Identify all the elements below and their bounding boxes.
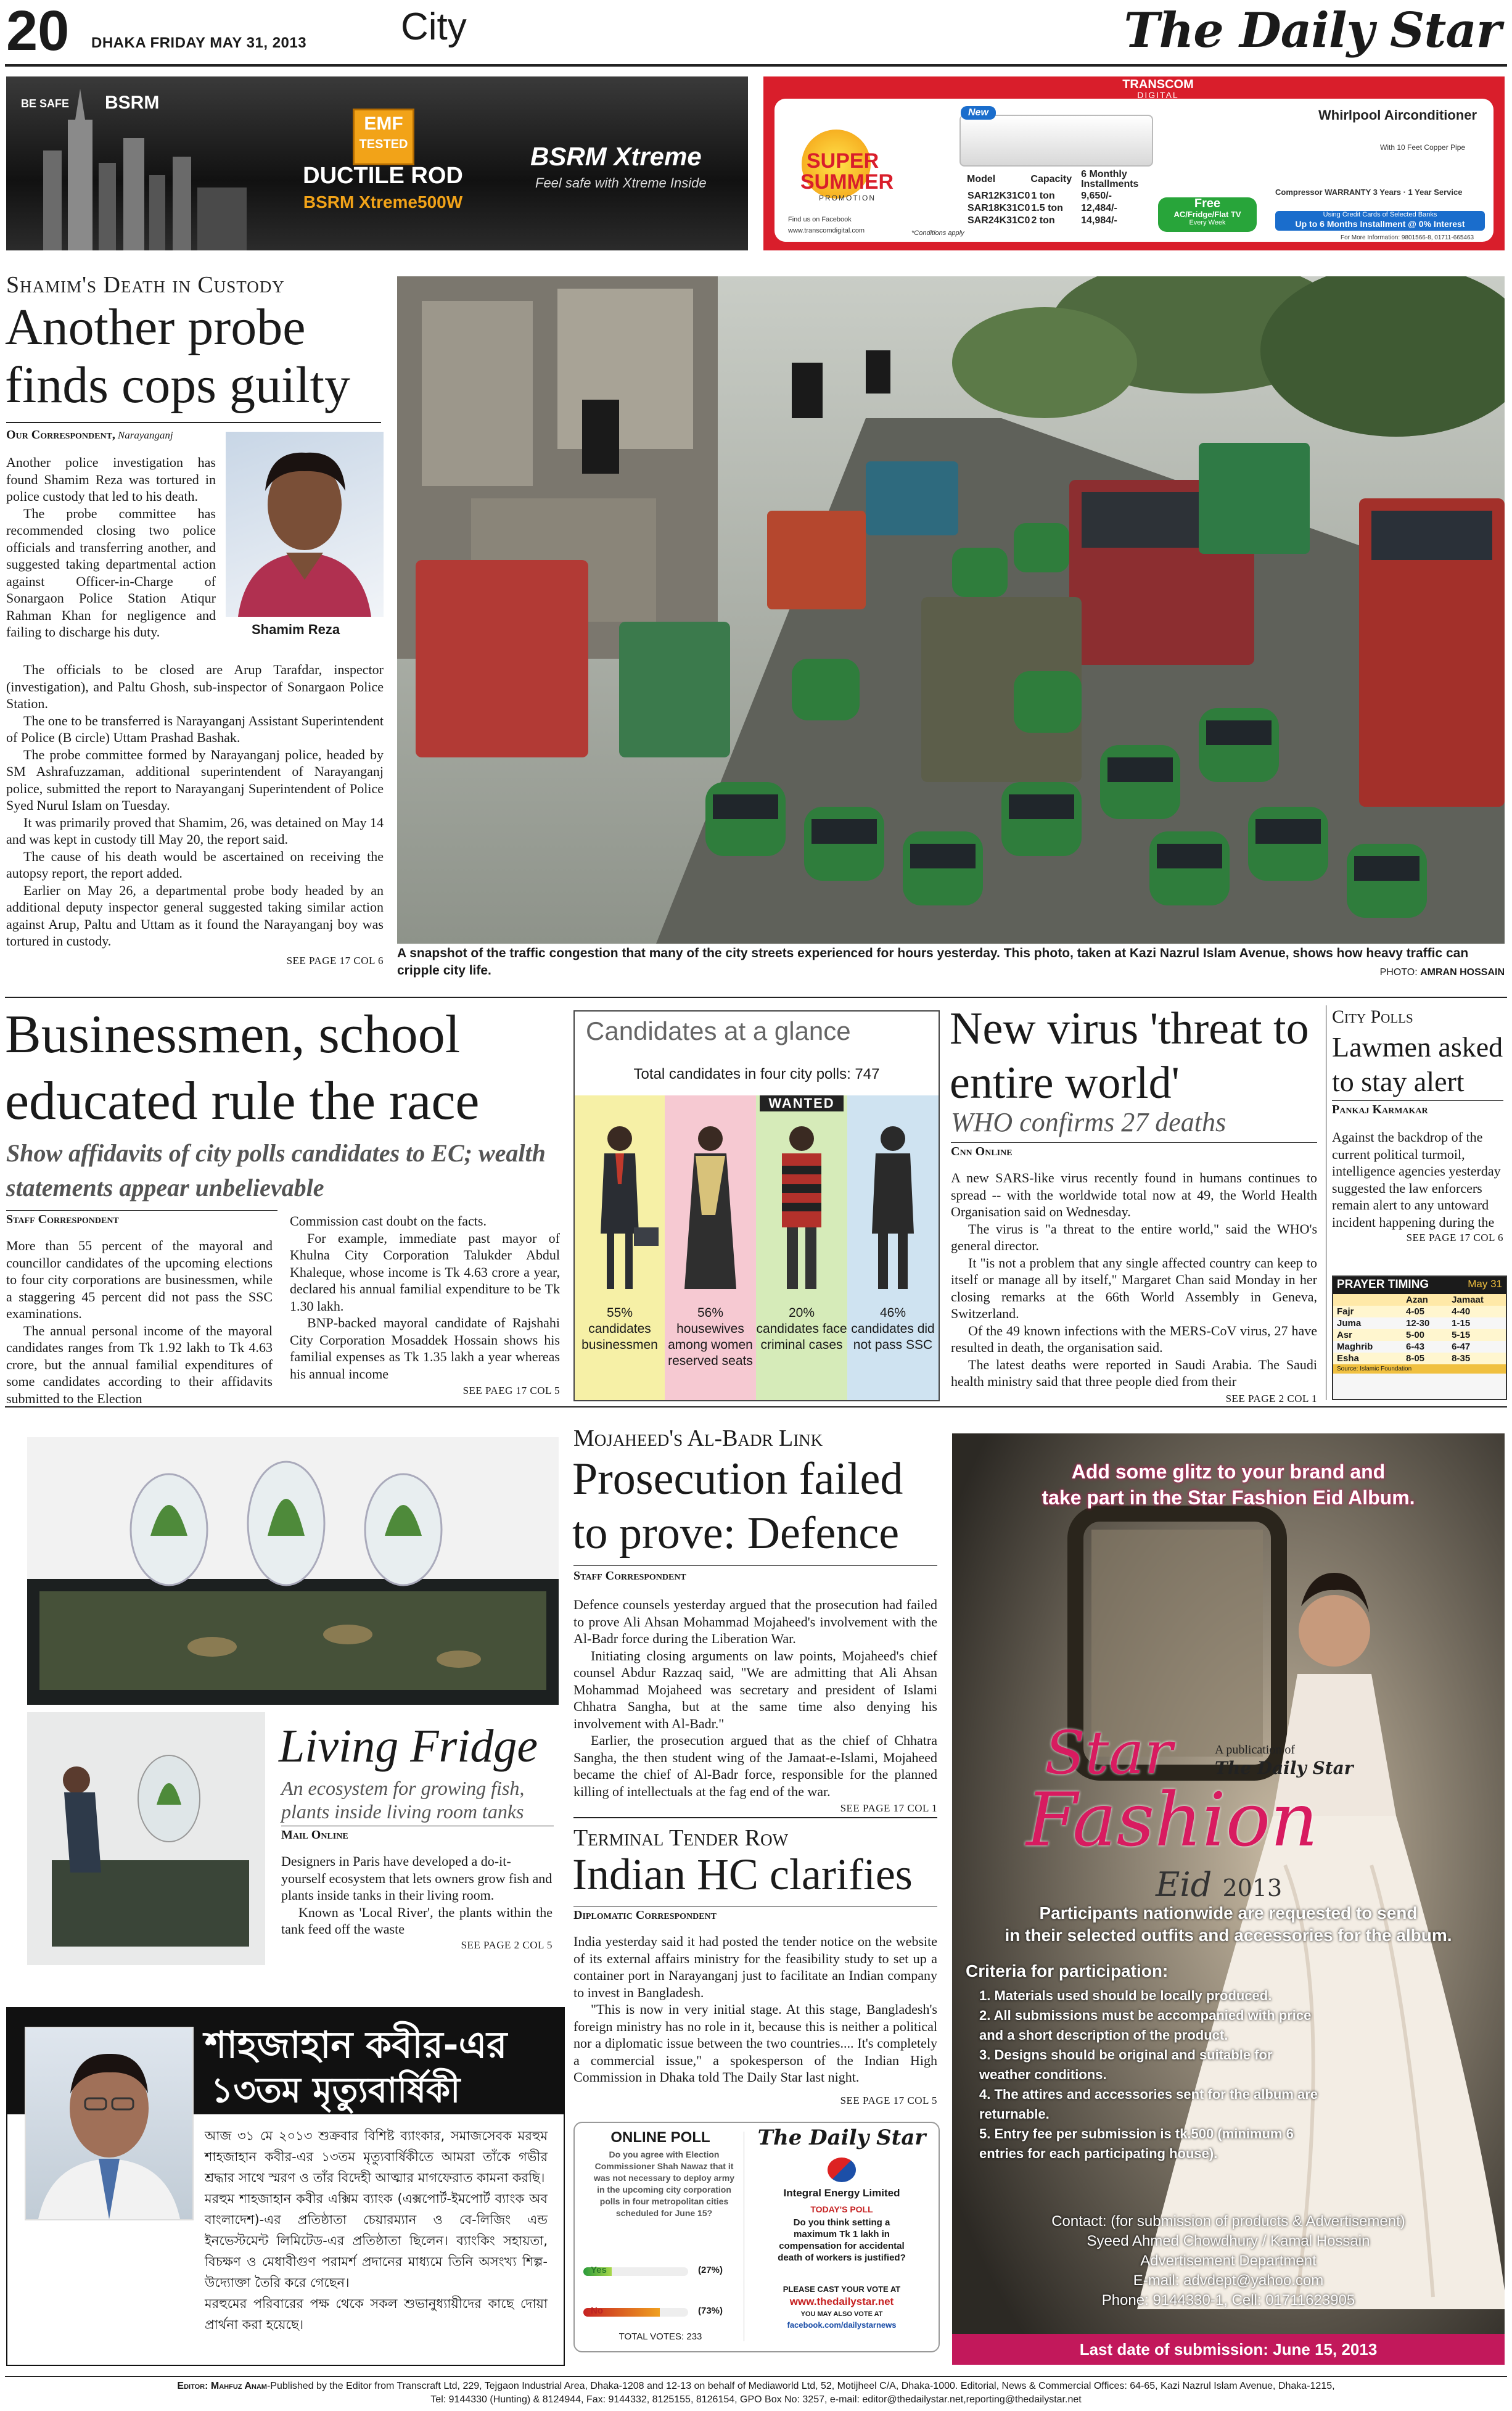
prayer-cell: Maghrib	[1337, 1342, 1373, 1352]
price-cell: 9,650/-	[1081, 191, 1112, 201]
candidates-graphic	[573, 1010, 940, 1401]
criteria-item: 4. The attires and accessories sent for the album are returnable.	[979, 2087, 1318, 2122]
poll-no-label: No	[591, 2306, 603, 2316]
tender-para2: "This is now in very initial stage. At this stage, Bangladesh's foreign ministry has no role in it, because this is neither a political nor a diplomatic issue between the two countries.... It's completely a commercial issue," a spokesperson of the Indian High Commission in Dhaka told The Daily Star last night.	[573, 2001, 937, 2085]
fridge-tank-graphic	[27, 1437, 559, 1705]
poll-total: TOTAL VOTES: 233	[618, 2331, 702, 2342]
prayer-cell: 8-35	[1452, 1353, 1471, 1364]
mojaheed-para2: Initiating closing arguments on law points, Mojaheed's chief counsel Abdur Razzaq said, "We are admitting that Ali Ahsan Mohammad Mojaheed was secretary and president of Islami Chhatra Sangha, but at the same time also denying his involvement with Al-Badr."	[573, 1647, 937, 1731]
prayer-cell: 5-15	[1452, 1330, 1471, 1340]
business-para2: The annual personal income of the mayoral candidates ranges from Tk 1.92 lakh to Tk 4.63 crore, but the annual familial expenditures of some candidates according to their affidavits submitted to the Election	[6, 1322, 273, 1406]
candidates-title: Candidates at a glance	[586, 1016, 851, 1045]
mojaheed-body	[573, 1596, 937, 1815]
stat-label: candidates face criminal cases	[756, 1322, 847, 1352]
fridge-headline[interactable]: Living Fridge	[279, 1720, 538, 1772]
lawmen-para1: Against the backdrop of the current political turmoil, intelligence agencies yesterday suggested the law enforcers remain alert to any untoward incident happening during the	[1332, 1129, 1501, 1230]
fashion-headline1: Add some glitz to your brand and	[1071, 1461, 1386, 1483]
obituary-title2: ১৩তম মৃত্যুবার্ষিকী	[211, 2071, 461, 2111]
criminal-figure	[782, 1126, 821, 1289]
prayer-header	[1333, 1277, 1506, 1294]
contact-phone: Phone: 9144330-1, Cell: 01711623905	[1101, 2292, 1355, 2309]
price-header-capacity: Capacity	[1030, 174, 1072, 184]
mojaheed-bottom-rule	[573, 1817, 937, 1818]
stat-criminal	[756, 1305, 847, 1353]
shamim-para3: The officials to be closed are Arup Tarafdar, inspector (investigation), and Paltu Ghosh, sub-inspector of Sonargaon Police Station.	[6, 662, 384, 711]
lawmen-see-page[interactable]: SEE PAGE 17 COL 6	[1406, 1232, 1503, 1243]
copper-pipe-text: With 10 Feet Copper Pipe	[1380, 143, 1466, 152]
business-para5: BNP-backed mayoral candidate of Rajshahi City Corporation Mosaddek Hossain shows his familial expenses as Tk 1.35 lakh a year whereas his annual income	[290, 1315, 560, 1382]
bsrm-badge-line1: EMF	[364, 113, 403, 134]
prayer-cell: 1-15	[1452, 1318, 1471, 1329]
free-text: AC/Fridge/Flat TV	[1173, 210, 1241, 219]
promo-title1: SUPER	[807, 149, 879, 173]
price-cell: 2 ton	[1031, 215, 1055, 226]
contact-line: Contact: (for submission of products & Advertisement)	[1051, 2213, 1405, 2230]
poll-yes-value: (27%)	[698, 2265, 723, 2275]
shamim-para6: It was primarily proved that Shamim, 26, was detained on May 14 and was kept in custody till May 20, the report said.	[6, 814, 384, 847]
bsrm-product-line1: DUCTILE ROD	[303, 163, 463, 189]
stat-ssc	[847, 1305, 939, 1353]
housewife-figure	[684, 1126, 736, 1289]
obituary-para2: মরহুম শাহজাহান কবীর এক্সিম ব্যাংক (এক্সপোর্ট-ইমপোর্ট ব্যাংক অব বাংলাদেশ)-এর প্রতিষ্ঠাতা চেয়ারম্যান ও বে-লিজিং এন্ড ইনভেস্টমেন্ট লিমিটেড-এর প্রতিষ্ঠাতা ছিলেন। ব্যাংকিং সহায়তা, বিচক্ষণ ও মেধাবীগুণ পরামর্শ প্রদানের মাধ্যমে তিনি অসংখ্য শিল্প-উদ্যোক্তা তৈরি করে গেছেন।	[205, 2191, 548, 2290]
prayer-cell: 5-00	[1406, 1330, 1425, 1340]
shamim-byline	[6, 428, 173, 442]
fridge-para2: Known as 'Local River', the plants within the tank feed off the waste	[281, 1904, 553, 1937]
poll-facebook-link[interactable]: facebook.com/dailystarnews	[787, 2320, 897, 2330]
prayer-row	[1333, 1353, 1506, 1364]
virus-para1: A new SARS-like virus recently found in humans continues to spread -- with the worldwide total now at 49, the World Health Organisation said on Wednesday.	[951, 1170, 1317, 1219]
imprint-line1	[0, 2381, 1512, 2392]
virus-para4: Of the 49 known infections with the MERS-CoV virus, 27 have resulted in death, the organisation said.	[951, 1322, 1317, 1355]
prayer-cell: 4-40	[1452, 1306, 1471, 1317]
shamim-see-page[interactable]: SEE PAGE 17 COL 6	[286, 954, 384, 966]
price-cell: SAR24K31C0	[968, 215, 1030, 226]
obituary-photo	[25, 2027, 194, 2220]
transcom-brand-sub: DIGITAL	[1137, 90, 1179, 100]
fashion-eid: Eid	[1156, 1865, 1212, 1904]
business-col1	[6, 1237, 273, 1407]
business-para3: Commission cast doubt on the facts.	[290, 1213, 487, 1229]
price-cell: 12,484/-	[1081, 203, 1117, 213]
middle-section-rule	[5, 1406, 1507, 1407]
contact-line: Advertisement Department	[1140, 2252, 1317, 2269]
fashion-deadline: Last date of submission: June 15, 2013	[1079, 2340, 1378, 2359]
price-cell: 1 ton	[1031, 191, 1055, 201]
prayer-row	[1333, 1317, 1506, 1329]
poll-facebook-label: YOU MAY ALSO VOTE AT	[800, 2310, 883, 2318]
ad-bsrm[interactable]	[6, 76, 748, 250]
shamim-headline[interactable]: Another probe finds cops guilty	[5, 299, 350, 414]
poll-today: TODAY'S POLL	[810, 2204, 873, 2214]
imprint-editor-label: Editor:	[177, 2381, 208, 2391]
price-cell: 14,984/-	[1081, 215, 1117, 226]
obituary-text	[205, 2125, 548, 2335]
lawmen-body	[1332, 1129, 1503, 1244]
virus-rule	[951, 1142, 1317, 1143]
shamim-para4: The one to be transferred is Narayanganj Assistant Superintendent of Police (B circle) Uttam Prashad Bashak.	[6, 712, 384, 745]
prayer-row	[1333, 1306, 1506, 1317]
shamim-kicker: Shamim's Death in Custody	[6, 272, 285, 298]
obituary-portrait-figure	[26, 2028, 192, 2219]
installment-banner	[1275, 211, 1485, 231]
energy-logo-icon	[828, 2158, 856, 2182]
installment-text: Up to 6 Months Installment @ 0% Interest	[1295, 219, 1465, 229]
criteria-item: 2. All submissions must be accompanied with price and a short description of the product.	[979, 2008, 1312, 2043]
stat-housewives	[665, 1305, 756, 1369]
dateline: DHAKA FRIDAY MAY 31, 2013	[91, 35, 307, 51]
mojaheed-byline: Staff Correspondent	[573, 1569, 686, 1583]
prayer-row	[1333, 1329, 1506, 1341]
shamim-body-top	[6, 454, 216, 641]
fashion-invite2: in their selected outfits and accessories for the album.	[1005, 1926, 1452, 1945]
business-subhead: Show affidavits of city polls candidates to EC; wealth statements appear unbelievable	[6, 1139, 546, 1201]
poll-site-link[interactable]: www.thedailystar.net	[789, 2296, 894, 2307]
prayer-source: Source: Islamic Foundation	[1333, 1364, 1506, 1374]
fridge-photo-main	[27, 1437, 559, 1705]
info-line: For More Information: 9801566-8, 01711-665463	[1341, 234, 1474, 241]
business-rule	[6, 1210, 277, 1211]
shamim-para7: The cause of his death would be ascertained on receiving the autopsy report, the report added.	[6, 848, 384, 881]
prayer-timing-box	[1332, 1276, 1507, 1400]
fashion-criteria-list	[979, 1986, 1325, 2164]
page-number: 20	[6, 0, 70, 62]
tender-headline[interactable]: Indian HC clarifies	[572, 1850, 913, 1899]
fridge-person-graphic	[27, 1712, 265, 1965]
lawmen-byline: Pankaj Karmakar	[1332, 1103, 1428, 1116]
shamim-para8: Earlier on May 26, a departmental probe body headed by an additional deputy inspector general suggested taking similar action against Arup, Paltu and Uttam as it found the Narayanganj boy was tortured in custody.	[6, 882, 384, 949]
contact-email[interactable]: E-mail: advdept@yahoo.com	[1133, 2272, 1324, 2289]
poll-yes-label: Yes	[591, 2265, 607, 2275]
virus-para5: The latest deaths were reported in Saudi Arabia. The Saudi health ministry said that three people died from their	[951, 1356, 1317, 1389]
wanted-label: WANTED	[760, 1095, 844, 1111]
business-byline: Staff Correspondent	[6, 1213, 119, 1226]
fridge-photo-small	[27, 1712, 265, 1965]
mojaheed-para1: Defence counsels yesterday argued that the prosecution had failed to prove Ali Ahsan Mohammad Mojaheed's involvement with the Al-Badr force during the Liberation War.	[573, 1597, 937, 1646]
businessman-figure	[601, 1126, 659, 1289]
price-row	[967, 190, 1149, 202]
prayer-title: PRAYER TIMING	[1337, 1278, 1429, 1291]
mojaheed-kicker: Mojaheed's Al-Badr Link	[573, 1425, 823, 1451]
virus-subhead: WHO confirms 27 deaths	[951, 1107, 1226, 1137]
prayer-cell: Asr	[1337, 1330, 1353, 1340]
prayer-date: May 31	[1468, 1278, 1502, 1290]
virus-byline: Cnn Online	[951, 1145, 1013, 1158]
new-badge: New	[961, 106, 996, 120]
poll-title: ONLINE POLL	[610, 2129, 710, 2146]
criteria-item: 5. Entry fee per submission is tk.500 (minimum 6 entries for each participating house).	[979, 2126, 1294, 2161]
fashion-headline2: take part in the Star Fashion Eid Album.	[1042, 1486, 1415, 1509]
imprint-line2: Tel: 9144330 (Hunting) & 8124944, Fax: 9144332, 8125155, 8126154, GPO Box No: 3257, e-mail: editor@thedailystar.net,reporting@thedailystar.net	[430, 2394, 1082, 2405]
masthead	[0, 0, 1512, 68]
price-row	[967, 202, 1149, 215]
traffic-caption: A snapshot of the traffic congestion that many of the city streets experienced for hours yesterday. This photo, taken at Kazi Nazrul Islam Avenue, shows how heavy traffic can cripple city life.	[397, 946, 1469, 978]
credit-name: AMRAN HOSSAIN	[1420, 967, 1505, 978]
traffic-photo	[397, 276, 1505, 944]
stat-value: 20%	[788, 1306, 815, 1320]
cards-text: Using Credit Cards of Selected Banks	[1323, 211, 1437, 218]
prayer-cell: 8-05	[1406, 1353, 1425, 1364]
price-cell: SAR12K31C0	[968, 191, 1030, 201]
criteria-item: 1. Materials used should be locally produced.	[979, 1988, 1272, 2003]
imprint-text: -Published by the Editor from Transcraft Ltd, 229, Tejgaon Industrial Area, Dhaka-1208 and 12-13 on behalf of Mediaworld Ltd, 52, Motijheel C/A, Dhaka-1000. Editorial, News & Commercial Offices: 64-65, Kazi Nazrul Islam Avenue, Dhaka-1215,	[266, 2381, 1335, 2391]
credit-label: PHOTO:	[1379, 967, 1418, 978]
stat-label: candidates businessmen	[581, 1322, 658, 1352]
shamim-para1: Another police investigation has found Shamim Reza was tortured in police custody that led to his death.	[6, 455, 216, 504]
free-gift-badge	[1158, 197, 1257, 232]
prayer-cell: Fajr	[1337, 1306, 1354, 1317]
shamim-body-bottom	[6, 661, 384, 967]
price-header-installment: 6 Monthly Installments	[1081, 169, 1139, 189]
price-table	[967, 169, 1149, 227]
mojaheed-see-page[interactable]: SEE PAGE 17 COL 1	[840, 1802, 937, 1814]
bsrm-product-line2: BSRM Xtreme500W	[303, 192, 463, 212]
warranty-text: Compressor WARRANTY 3 Years · 1 Year Service	[1275, 188, 1463, 197]
lawmen-kicker: City Polls	[1332, 1007, 1413, 1027]
poll-question: Do you agree with Election Commissioner Shah Nawaz that it was not necessary to deploy army in the upcoming city corporation polls in four metropolitan cities scheduled for June 15?	[594, 2149, 734, 2218]
masthead-rule	[5, 64, 1507, 67]
business-col2	[290, 1213, 560, 1397]
criteria-item: 3. Designs should be original and suitable for weather conditions.	[979, 2047, 1273, 2082]
obituary-para3: মরহুমের পরিবারের পক্ষ থেকে সকল শুভানুধ্যায়ীদের কাছে দোয়া প্রার্থনা করা হয়েছে।	[205, 2296, 548, 2332]
traffic-scene-graphic	[397, 276, 1505, 944]
bsrm-xtreme-logo: BSRM Xtreme	[530, 142, 702, 171]
poll-yes-row	[583, 2265, 738, 2282]
business-see-page[interactable]: SEE PAEG 17 COL 5	[462, 1385, 560, 1396]
shamim-headline-rule	[6, 422, 381, 423]
free-sub: Every Week	[1189, 219, 1226, 226]
shamim-portrait	[226, 432, 384, 617]
fridge-body	[281, 1853, 553, 1951]
fashion-publication: A publication of	[1215, 1743, 1295, 1757]
lawmen-headline[interactable]: Lawmen asked to stay alert	[1332, 1031, 1503, 1097]
poll-today-question: Do you think setting a maximum Tk 1 lakh in compensation for accidental death of workers is justified?	[778, 2217, 906, 2263]
stat-value: 56%	[697, 1306, 724, 1320]
virus-body	[951, 1169, 1317, 1405]
prayer-cell: 4-05	[1406, 1306, 1425, 1317]
lawmen-rule	[1332, 1100, 1503, 1101]
fashion-invite1: Participants nationwide are requested to send	[1039, 1903, 1418, 1923]
virus-headline[interactable]: New virus 'threat to entire world'	[950, 1004, 1309, 1108]
fridge-para1: Designers in Paris have developed a do-it-yourself ecosystem that lets owners grow fish and plants inside tanks in their living room.	[281, 1853, 553, 1903]
fashion-criteria-title: Criteria for participation:	[966, 1961, 1169, 1980]
business-para1: More than 55 percent of the mayoral and councillor candidates of the upcoming elections to four city corporations are businessmen, while a staggering 45 percent did not pass the SSC examinations.	[6, 1238, 273, 1321]
fridge-see-page[interactable]: SEE PAGE 2 COL 5	[461, 1939, 553, 1951]
poll-logo: The Daily Star	[757, 2125, 926, 2150]
fashion-deadline-bar	[952, 2334, 1505, 2365]
business-headline[interactable]: Businessmen, school educated rule the race	[5, 1005, 480, 1131]
whirlpool-brand: Whirlpool Airconditioner	[1318, 107, 1477, 123]
air-conditioner-image	[959, 115, 1153, 167]
bsrm-tagline: Feel safe with Xtreme Inside	[535, 175, 707, 191]
virus-para2: The virus is "a threat to the entire world," said the WHO's general director.	[951, 1221, 1317, 1253]
stat-businessmen	[575, 1305, 665, 1353]
poll-no-value: (73%)	[698, 2306, 723, 2316]
byline-text: Our Correspondent,	[6, 428, 115, 442]
online-poll-box	[573, 2122, 940, 2352]
fashion-logo-fashion: Fashion	[1026, 1778, 1318, 1863]
tender-kicker: Terminal Tender Row	[573, 1825, 789, 1851]
transcom-website[interactable]: www.transcomdigital.com	[788, 227, 865, 234]
stat-label: housewives among women reserved seats	[668, 1322, 753, 1368]
facebook-text: Find us on Facebook	[788, 216, 852, 223]
prayer-col-head: Azan	[1406, 1295, 1428, 1305]
portrait-figure	[226, 432, 384, 617]
footer-rule	[5, 2376, 1507, 2377]
fashion-publication-logo: The Daily Star	[1215, 1758, 1354, 1778]
obituary-box	[6, 2007, 565, 2366]
obituary-title1: শাহজাহান কবীর-এর	[205, 2024, 507, 2067]
poll-cast: PLEASE CAST YOUR VOTE AT	[783, 2285, 901, 2294]
fashion-contact	[952, 2212, 1505, 2310]
bsrm-badge-line2: TESTED	[359, 138, 408, 151]
shamim-para2: The probe committee has recommended closing two police officials and transferring another, and suggested taking departmental action against Officer-in-Charge of Sonargaon Police Station Atiqur Rahman Khan for negligence and failing to discharge his duty.	[6, 505, 216, 640]
price-header-model: Model	[967, 174, 996, 184]
prayer-cell: 6-47	[1452, 1342, 1471, 1352]
tender-para1: India yesterday said it had posted the tender notice on the website of its external affairs ministry for the feasibility study to set up a container port in Narayanganj just to facilitate an Indian company to invest in Bangladesh.	[573, 1934, 937, 2000]
conditions-text: *Conditions apply	[911, 229, 964, 237]
ad-transcom[interactable]	[763, 76, 1505, 250]
virus-see-page[interactable]: SEE PAGE 2 COL 1	[1225, 1392, 1317, 1404]
tender-see-page[interactable]: SEE PAGE 17 COL 5	[840, 2094, 937, 2106]
fashion-year: 2013	[1222, 1874, 1283, 1902]
imprint-editor-name: Mahfuz Anam	[210, 2381, 267, 2391]
candidate-figures	[575, 1116, 939, 1301]
stat-value: 55%	[606, 1306, 633, 1320]
ad-star-fashion[interactable]	[952, 1433, 1505, 2365]
bsrm-brand-logo: BSRM	[105, 93, 160, 113]
fridge-subhead: An ecosystem for growing fish, plants inside living room tanks	[281, 1777, 525, 1823]
traffic-credit	[1380, 967, 1505, 978]
newspaper-logo: The Daily Star	[1124, 2, 1501, 59]
poll-sponsor: Integral Energy Limited	[783, 2187, 900, 2199]
fashion-logo-eid	[1156, 1865, 1282, 1904]
stat-label: candidates did not pass SSC	[851, 1322, 935, 1352]
promo-title2: SUMMER	[800, 170, 894, 194]
bsrm-be-safe: BE SAFE	[21, 97, 70, 110]
prayer-col-head	[1333, 1294, 1402, 1306]
prayer-table	[1333, 1294, 1506, 1364]
prayer-row	[1333, 1341, 1506, 1353]
price-cell: 1.5 ton	[1031, 203, 1063, 213]
tender-body	[573, 1933, 937, 2107]
promo-sub: PROMOTION	[819, 194, 876, 202]
business-para4: For example, immediate past mayor of Khulna City Corporation Talukder Abdul Khaleque, whose income is Tk 4.63 crore a year, declared his annual familial expenditure to be Tk 1.30 lakh.	[290, 1230, 560, 1314]
ssc-figure	[872, 1126, 914, 1289]
virus-para3: It "is not a problem that any single affected country can keep to itself or manage all by itself," Margaret Chan said Monday in her closing remarks at the 66th World Assembly in Geneva, Switzerland.	[951, 1255, 1317, 1321]
shamim-para5: The probe committee formed by Narayanganj police, headed by SM Ashrafuzzaman, additional superintendent of Narayanganj police, submitted the report to Narayanganj Superintendent of Police Syed Nurul Islam on Tuesday.	[6, 746, 384, 813]
candidates-total: Total candidates in four city polls: 747	[633, 1066, 880, 1082]
transcom-brand: TRANSCOM	[1122, 78, 1194, 91]
prayer-cell: Esha	[1337, 1353, 1359, 1364]
tender-byline: Diplomatic Correspondent	[573, 1908, 717, 1922]
obituary-para1: আজ ৩১ মে ২০১৩ শুক্রবার বিশিষ্ট ব্যাংকার, সমাজসেবক মরহুম শাহজাহান কবীর-এর ১৩তম মৃত্যুবার্ষিকীতে আমরা তাঁকে গভীর শ্রদ্ধার সাথে স্মরণ ও তাঁর বিদেহী আত্মার মাগফেরাত কামনা করছি।	[205, 2129, 548, 2185]
poll-no-row	[583, 2306, 738, 2323]
price-row	[967, 215, 1149, 227]
stat-value: 46%	[879, 1306, 906, 1320]
prayer-cell: 6-43	[1406, 1342, 1425, 1352]
fridge-byline: Mail Online	[281, 1828, 348, 1842]
byline-place: Narayanganj	[117, 429, 173, 441]
prayer-col-head: Jamaat	[1452, 1295, 1484, 1305]
shamim-photo-caption: Shamim Reza	[252, 622, 340, 637]
upper-section-rule	[5, 997, 1507, 998]
contact-line: Syeed Ahmed Chowdhury / Kamal Hossain	[1087, 2233, 1370, 2249]
mojaheed-headline[interactable]: Prosecution failed to prove: Defence	[572, 1454, 903, 1559]
mojaheed-para3: Earlier, the prosecution argued that as the chief of Chhatra Sangha, the then student wing of the Jamaat-e-Islami, Mojaheed became the chief of Al-Badr force, responsible for the planned killing of intellectuals at the fag end of the war.	[573, 1733, 937, 1799]
price-cell: SAR18K31C0	[968, 203, 1030, 213]
bsrm-badge	[353, 109, 414, 165]
prayer-cell: Juma	[1337, 1318, 1362, 1329]
mojaheed-rule	[573, 1565, 937, 1566]
prayer-cell: 12-30	[1406, 1318, 1430, 1329]
fashion-logo-star: Star	[1045, 1718, 1173, 1787]
free-title: Free	[1194, 197, 1221, 210]
section-name: City	[401, 6, 467, 48]
